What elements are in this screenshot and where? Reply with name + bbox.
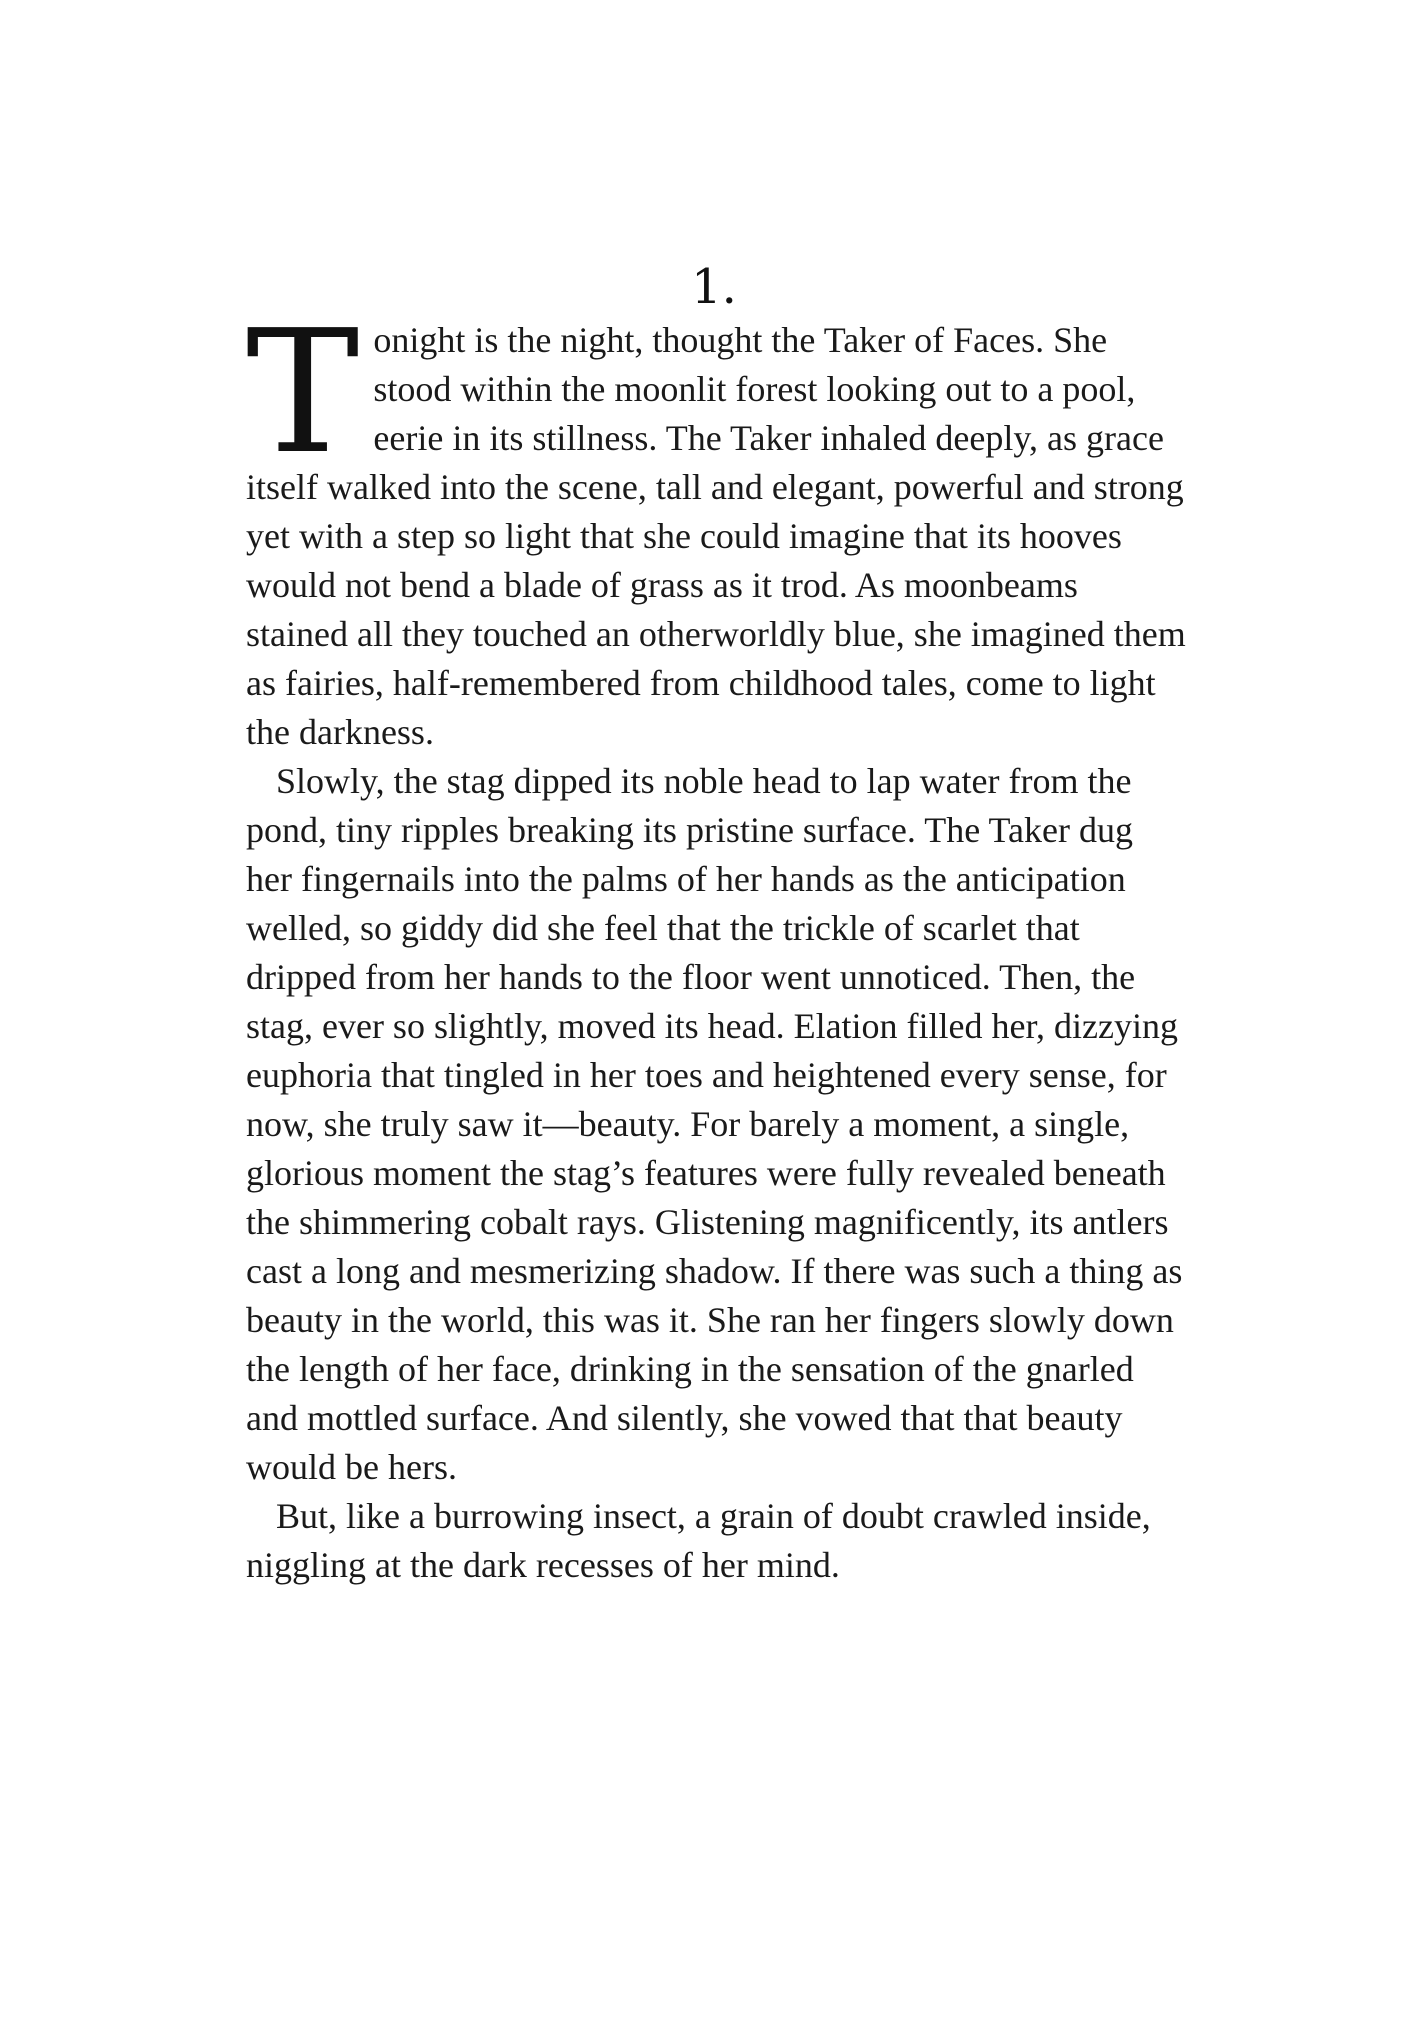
drop-cap: T <box>246 294 360 492</box>
paragraph-2: Slowly, the stag dipped its noble head to lap water from the pond, tiny ripples breaking its pristine surface. The Taker dug her fingernails into the palms of her hands as the anticipation welled, so giddy did she feel that the trickle of scarlet that dripped from her hands to the floor went unnoticed. Then, the stag, ever so slightly, moved its head. Elation filled her, dizzying euphoria that tingled in her toes and heightened every sense, for now, she truly saw it—beauty. For barely a moment, a single, glorious moment the stag’s features were fully revealed beneath the shimmering cobalt rays. Glistening magnificently, its antlers cast a long and mesmerizing shadow. If there was such a thing as beauty in the world, this was it. She ran her fingers slowly down the length of her face, drinking in the sensation of the gnarled and mottled surface. And silently, she vowed that that beauty would be hers. <box>246 761 1183 1487</box>
chapter-number: 1. <box>691 259 737 315</box>
paragraph-3: But, like a burrowing insect, a grain of doubt crawled inside, niggling at the dark recesses of her mind. <box>246 1496 1151 1585</box>
paragraph-1 <box>246 294 1186 757</box>
paragraph-1-text: onight is the night, thought the Taker of Faces. She stood within the moonlit forest looking out to a pool, eerie in its stillness. The Taker inhaled deeply, as grace itself walked into the scene, tall and elegant, powerful and strong yet with a step so light that she could imagine that its hooves would not bend a blade of grass as it trod. As moonbeams stained all they touched an otherworldly blue, she imagined them as fairies, half-remembered from childhood tales, come to light the darkness. <box>246 320 1186 752</box>
chapter-text <box>246 294 1186 1590</box>
